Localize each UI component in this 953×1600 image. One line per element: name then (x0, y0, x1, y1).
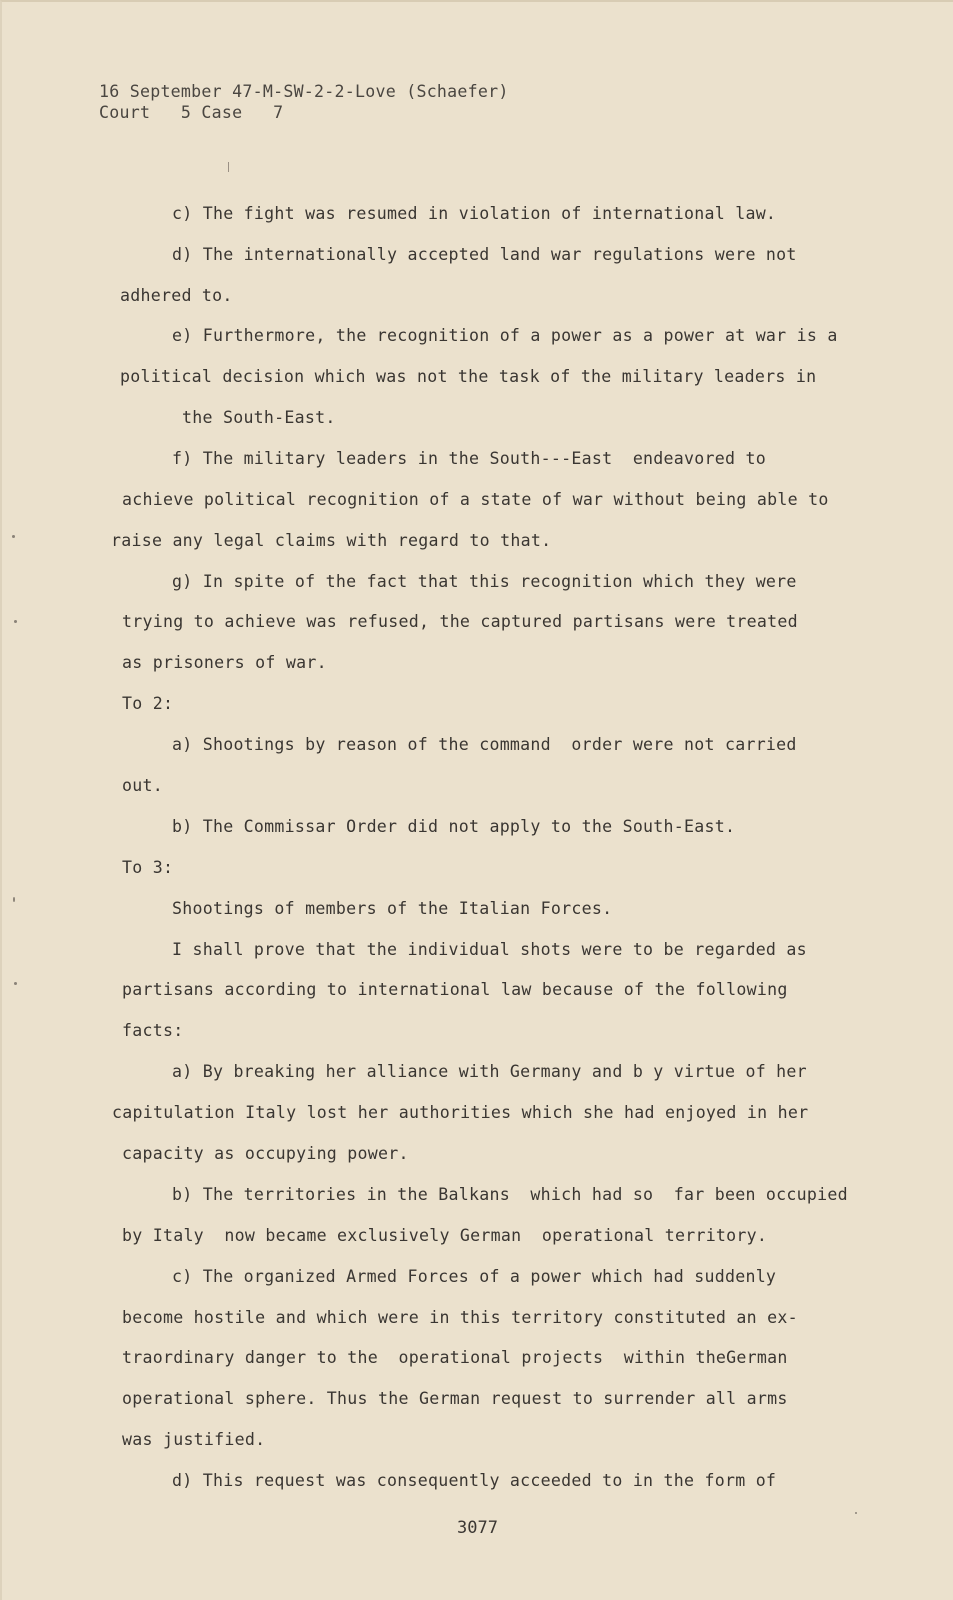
body-line: traordinary danger to the operational projects within theGerman (122, 1348, 788, 1367)
body-line: capitulation Italy lost her authorities which she had enjoyed in her (112, 1103, 809, 1122)
header-docket-line: 16 September 47-M-SW-2-2-Love (Schaefer) (99, 82, 509, 101)
body-line: out. (122, 776, 163, 795)
body-line: adhered to. (120, 286, 233, 305)
scan-mark (228, 162, 229, 172)
body-line: e) Furthermore, the recognition of a power as a power at war is a (172, 326, 838, 345)
body-line: as prisoners of war. (122, 653, 327, 672)
body-line: was justified. (122, 1430, 266, 1449)
body-line: c) The organized Armed Forces of a power which had suddenly (172, 1267, 777, 1286)
body-line: trying to achieve was refused, the captured partisans were treated (122, 612, 798, 631)
body-line: a) Shootings by reason of the command order were not carried (172, 735, 797, 754)
body-line: b) The Commissar Order did not apply to the South-East. (172, 817, 736, 836)
body-line: capacity as occupying power. (122, 1144, 409, 1163)
body-line: c) The fight was resumed in violation of international law. (172, 204, 777, 223)
body-line: Shootings of members of the Italian Forces. (172, 899, 613, 918)
body-line: d) This request was consequently acceeded to in the form of (172, 1471, 777, 1490)
scan-speck (12, 535, 15, 538)
page-number: 3077 (457, 1518, 498, 1538)
body-line: raise any legal claims with regard to that. (111, 531, 552, 550)
header-court-case-line: Court 5 Case 7 (99, 103, 284, 122)
body-line: b) The territories in the Balkans which had so far been occupied (172, 1185, 848, 1204)
scan-speck (855, 1512, 857, 1514)
body-line: d) The internationally accepted land war regulations were not (172, 245, 797, 264)
body-line: g) In spite of the fact that this recognition which they were (172, 572, 797, 591)
scan-speck (13, 897, 15, 902)
body-line: political decision which was not the task of the military leaders in (120, 367, 817, 386)
section-heading: To 3: (122, 858, 174, 877)
body-line: by Italy now became exclusively German operational territory. (122, 1226, 768, 1245)
scan-speck (14, 620, 17, 623)
body-line: I shall prove that the individual shots were to be regarded as (172, 940, 807, 959)
body-line: facts: (122, 1021, 184, 1040)
body-line: partisans according to international law because of the following (122, 980, 788, 999)
body-line: the South-East. (182, 408, 336, 427)
body-line: achieve political recognition of a state of war without being able to (122, 490, 829, 509)
body-line: f) The military leaders in the South---East endeavored to (172, 449, 766, 468)
body-line: a) By breaking her alliance with Germany and b y virtue of her (172, 1062, 807, 1081)
body-line: operational sphere. Thus the German request to surrender all arms (122, 1389, 788, 1408)
section-heading: To 2: (122, 694, 174, 713)
body-line: become hostile and which were in this territory constituted an ex- (122, 1308, 798, 1327)
scan-speck (14, 982, 17, 985)
